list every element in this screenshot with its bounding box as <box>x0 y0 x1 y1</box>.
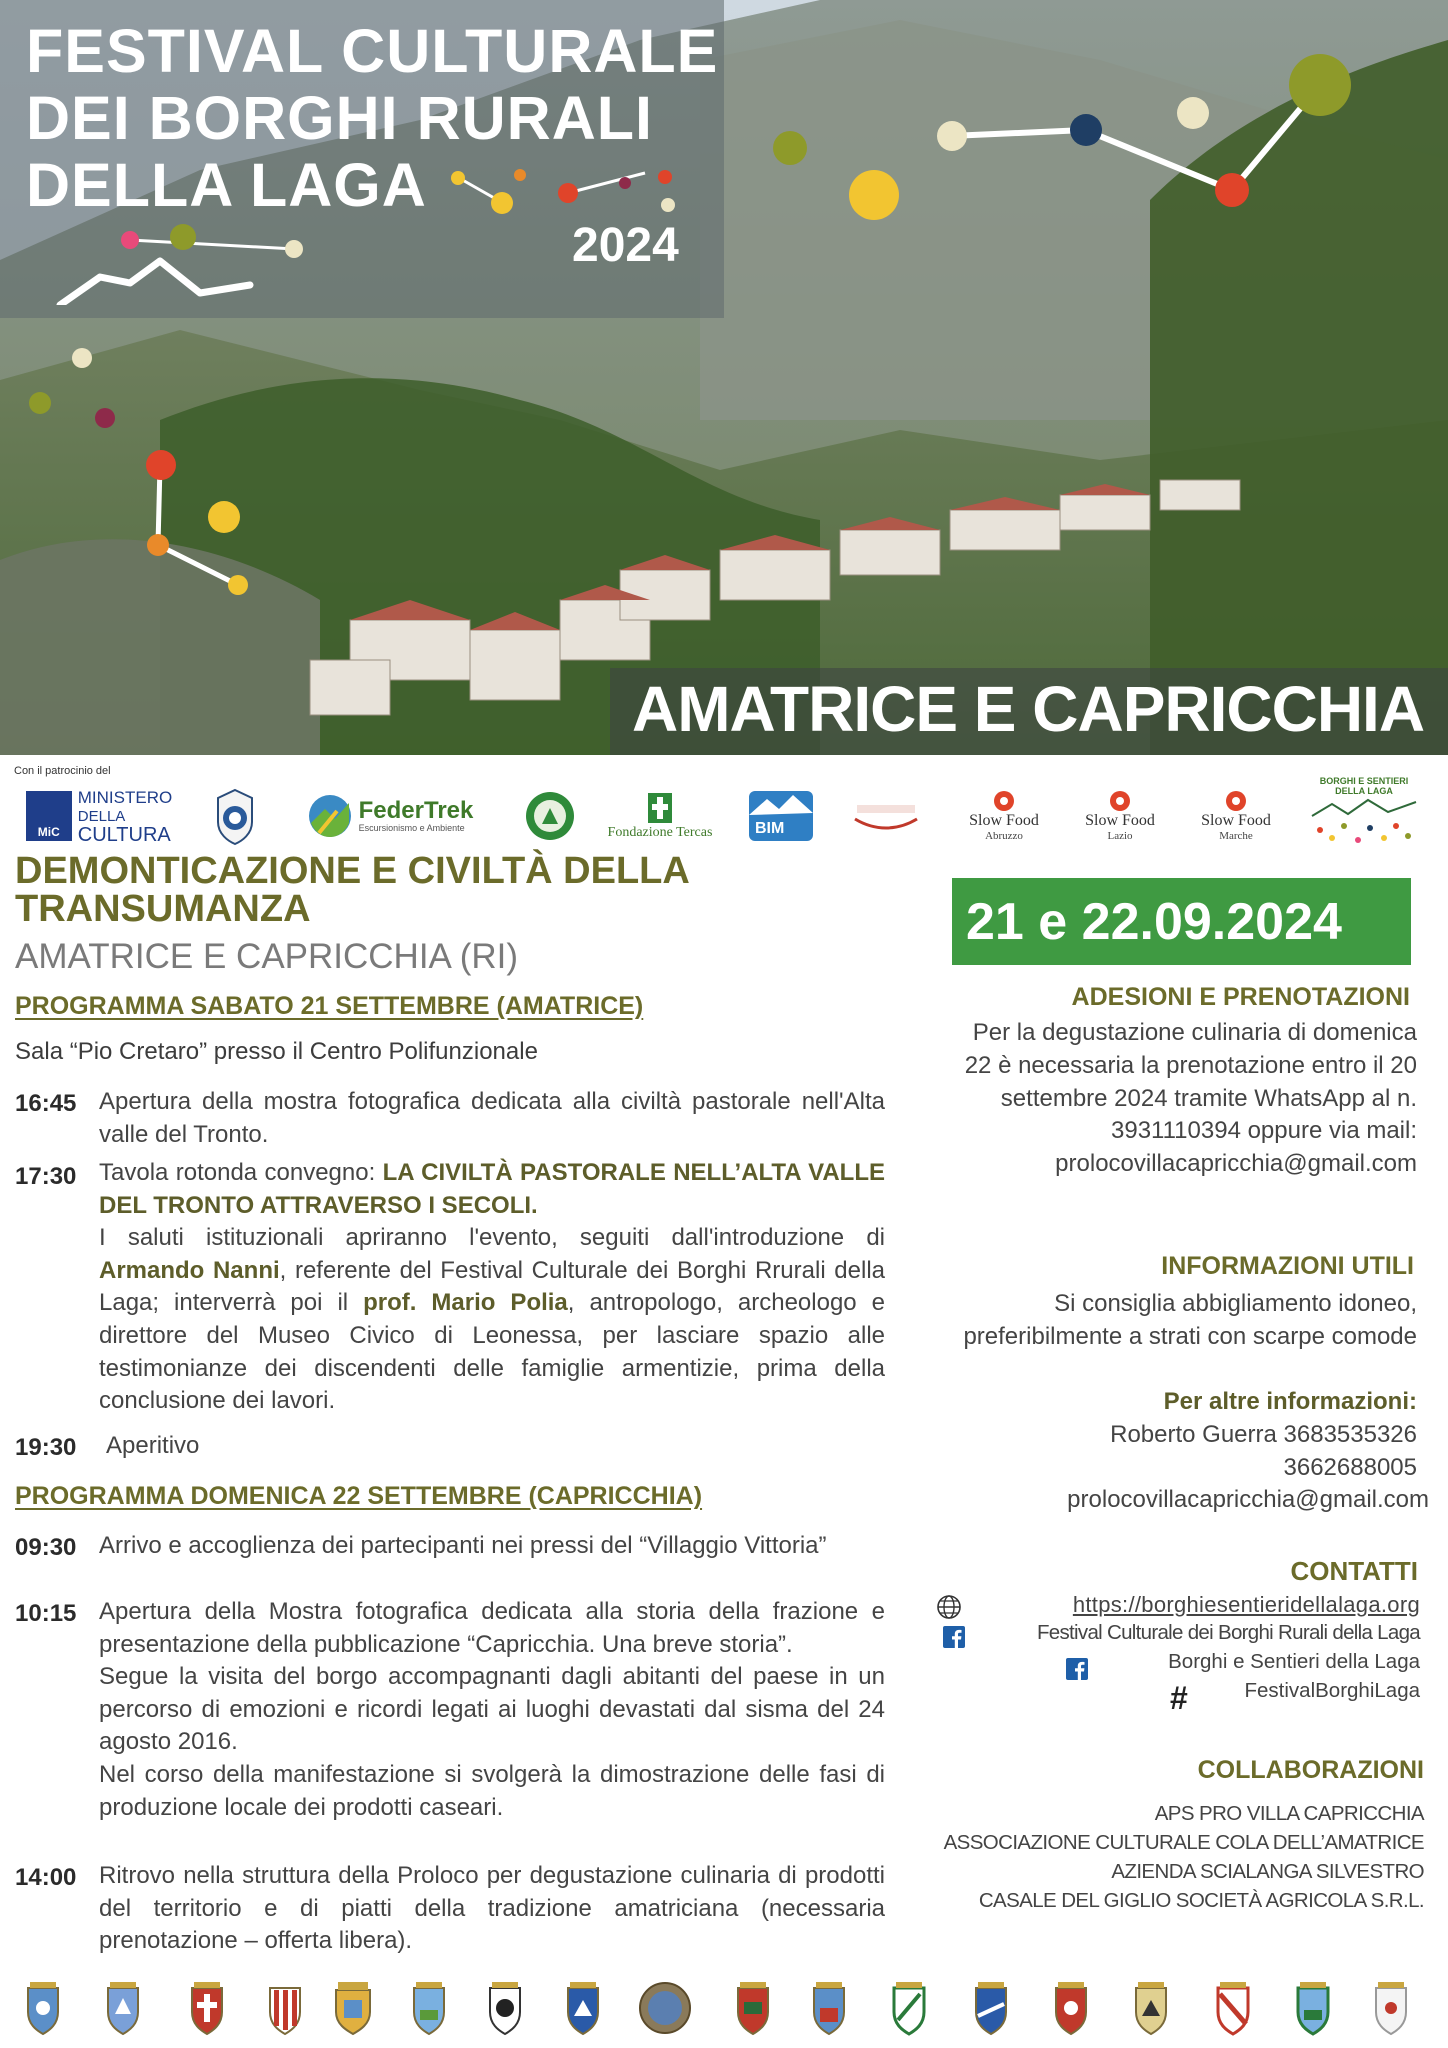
schedule-text: Nel corso della manifestazione si svolgerà la dimostrazione delle fasi di produzione locale dei prodotti caseari. <box>99 1760 885 1821</box>
facebook-icon <box>1066 1658 1088 1680</box>
hero-section <box>0 0 1448 755</box>
info-more <box>947 1386 1429 1517</box>
municipal-crest-icon <box>20 1980 66 2036</box>
round-table-title: LA CIVILTÀ PASTORALE NELL’ALTA VALLE DEL TRONTO ATTRAVERSO I SECOLI. <box>99 1159 885 1219</box>
collaborator-item: APS PRO VILLA CAPRICCHIA <box>1154 1802 1424 1825</box>
municipal-crest-icon <box>482 1980 528 2036</box>
slow-food-region: Marche <box>1219 830 1253 842</box>
municipal-crest-icon <box>560 1980 606 2036</box>
slow-food-marche-logo <box>1190 780 1282 852</box>
schedule-description: Aperitivo <box>106 1432 200 1459</box>
municipal-crest-icon <box>406 1980 452 2036</box>
festival-year: 2024 <box>572 219 679 272</box>
municipal-crest-icon <box>330 1980 376 2036</box>
schedule-time: 16:45 <box>15 1090 77 1117</box>
globe-icon <box>936 1594 962 1620</box>
municipal-crest-icon <box>100 1980 146 2036</box>
municipal-crest-icon <box>806 1980 852 2036</box>
bim-logo <box>746 780 816 852</box>
website-link[interactable]: https://borghiesentieridellalaga.org <box>1072 1592 1420 1617</box>
contact-name: Roberto Guerra 3683535326 <box>1110 1420 1417 1448</box>
federtrek-logo <box>300 780 480 852</box>
municipal-crest-icon <box>184 1980 230 2036</box>
slow-food-name: Slow Food <box>1085 812 1155 829</box>
collaborazioni-heading: COLLABORAZIONI <box>1197 1756 1424 1784</box>
schedule-time: 10:15 <box>15 1600 77 1627</box>
slow-food-lazio-logo <box>1074 780 1166 852</box>
adesioni-heading: ADESIONI E PRENOTAZIONI <box>1071 983 1410 1011</box>
collaborator-item: AZIENDA SCIALANGA SILVESTRO <box>1111 1860 1424 1883</box>
slow-food-name: Slow Food <box>1201 812 1271 829</box>
facebook-icon <box>943 1626 965 1648</box>
slow-food-region: Lazio <box>1107 830 1133 842</box>
borghi-sentieri-line: DELLA LAGA <box>1335 786 1393 796</box>
collaborator-item: CASALE DEL GIGLIO SOCIETÀ AGRICOLA S.R.L. <box>978 1889 1424 1912</box>
emblem-logo <box>210 780 260 852</box>
schedule-text: Tavola rotonda convegno: <box>99 1159 383 1186</box>
schedule-text: Segue la visita del borgo accompagnanti dagli abitanti del paese in un percorso di emozioni e ricordi legati ai luoghi devastati dal sisma del 24 agosto 2016. <box>99 1663 885 1756</box>
slow-food-name: Slow Food <box>969 812 1039 829</box>
schedule-description <box>99 1596 885 1824</box>
more-info-label: Per altre informazioni: <box>1163 1388 1417 1415</box>
schedule-text: , referente del Festival Culturale dei Borghi Rrurali della Laga; interverrà poi il <box>99 1256 885 1317</box>
schedule-description: Apertura della mostra fotografica dedicata alla civiltà pastorale nell'Alta valle del Tronto. <box>99 1088 885 1148</box>
municipal-crest-icon <box>1290 1980 1336 2036</box>
ministero-line: CULTURA <box>77 823 171 846</box>
contact-phone: 3662688005 <box>1283 1453 1417 1481</box>
municipal-crest-icon <box>638 1980 692 2036</box>
schedule-time: 17:30 <box>15 1163 77 1190</box>
event-title-line: DEMONTICAZIONE E CIVILTÀ DELLA <box>15 850 690 892</box>
municipal-crest-icon <box>1368 1980 1414 2036</box>
schedule-time: 14:00 <box>15 1864 77 1891</box>
slow-food-abruzzo-logo <box>958 780 1050 852</box>
ministero-cultura-logo <box>14 780 184 852</box>
municipal-crest-icon <box>1048 1980 1094 2036</box>
facebook-festival-link[interactable]: Festival Culturale dei Borghi Rurali della Laga <box>1036 1621 1420 1644</box>
hashtag-text: FestivalBorghiLaga <box>1244 1679 1420 1702</box>
schedule-description: Ritrovo nella struttura della Proloco per degustazione culinaria di prodotti del territorio e di piatti della tradizione amatriciana (necessaria prenotazione – offerta libera). <box>99 1862 885 1955</box>
info-heading: INFORMAZIONI UTILI <box>1161 1252 1414 1280</box>
saturday-program-heading: PROGRAMMA SABATO 21 SETTEMBRE (AMATRICE) <box>15 992 644 1020</box>
municipal-crest-icon <box>262 1980 308 2036</box>
event-title <box>15 852 755 928</box>
schedule-time: 09:30 <box>15 1534 77 1561</box>
schedule-text: I saluti istituzionali apriranno l'evento, seguiti dall'introduzione di <box>99 1224 885 1252</box>
municipal-crest-icon <box>968 1980 1014 2036</box>
federtrek-subtitle: Escursionismo e Ambiente <box>358 823 465 833</box>
info-text: Si consiglia abbigliamento idoneo, preferibilmente a strati con scarpe comode <box>963 1290 1417 1350</box>
hashtag-icon: # <box>1170 1680 1188 1716</box>
mic-badge: MiC <box>26 791 72 841</box>
contatti-heading: CONTATTI <box>1290 1556 1418 1586</box>
schedule-time: 19:30 <box>15 1434 77 1461</box>
contact-email[interactable]: prolocovillacapricchia@gmail.com <box>1067 1486 1429 1514</box>
place-title: AMATRICE E CAPRICCHIA <box>632 673 1425 745</box>
collaborator-item: ASSOCIAZIONE CULTURALE COLA DELL’AMATRICE <box>943 1831 1424 1854</box>
bim-name: BIM <box>755 820 785 837</box>
facebook-borghi-link[interactable]: Borghi e Sentieri della Laga <box>1168 1650 1420 1673</box>
event-location: AMATRICE E CAPRICCHIA (RI) <box>15 937 519 976</box>
municipal-crest-icon <box>1210 1980 1256 2036</box>
schedule-text: , antropologo, archeologo e direttore del Museo Civico di Leonessa, per lasciare spazio alle testimonianze dei discendenti delle famiglie armentizie, prima della conclusione dei lavori. <box>99 1289 886 1415</box>
saturday-venue: Sala “Pio Cretaro” presso il Centro Polifunzionale <box>15 1038 538 1065</box>
fondazione-tercas-logo <box>598 780 722 852</box>
borghi-sentieri-logo <box>1305 766 1423 862</box>
speaker-name: Armando Nanni <box>99 1256 280 1284</box>
municipal-crest-icon <box>730 1980 776 2036</box>
ministero-line: DELLA <box>77 807 126 825</box>
park-logo <box>522 780 578 852</box>
event-title-line: TRANSUMANZA <box>15 888 311 930</box>
schedule-description: Arrivo e accoglienza dei partecipanti nei pressi del “Villaggio Vittoria” <box>99 1532 827 1559</box>
festival-title-line: DELLA LAGA <box>26 151 427 219</box>
federtrek-name: FederTrek <box>358 797 474 824</box>
schedule-text: Apertura della Mostra fotografica dedicata alla storia della frazione e presentazione della pubblicazione “Capricchia. Una breve storia”. <box>99 1598 885 1658</box>
sunday-program-heading: PROGRAMMA DOMENICA 22 SETTEMBRE (CAPRICCHIA) <box>15 1482 703 1510</box>
schedule-description <box>99 1157 885 1418</box>
speaker-name: prof. Mario Polia <box>363 1289 568 1317</box>
borghi-sentieri-line: BORGHI E SENTIERI <box>1319 776 1409 786</box>
patronage-label: Con il patrocinio del <box>14 765 111 777</box>
adesioni-text: Per la degustazione culinaria di domenica 22 è necessaria la prenotazione entro il 20 settembre 2024 tramite WhatsApp al n. 3931110394 oppure via mail: prolocovillacapricchia@gmail.com <box>964 1019 1417 1178</box>
event-date: 21 e 22.09.2024 <box>966 893 1342 951</box>
fondazione-tercas-name: Fondazione Tercas <box>607 825 713 840</box>
chamber-logo <box>850 780 922 852</box>
municipal-crest-icon <box>886 1980 932 2036</box>
municipal-crest-icon <box>1128 1980 1174 2036</box>
slow-food-region: Abruzzo <box>985 830 1023 842</box>
festival-title-line: DEI BORGHI RURALI <box>26 84 653 152</box>
ministero-line: MINISTERO <box>77 787 173 807</box>
festival-title-line: FESTIVAL CULTURALE <box>26 17 719 85</box>
